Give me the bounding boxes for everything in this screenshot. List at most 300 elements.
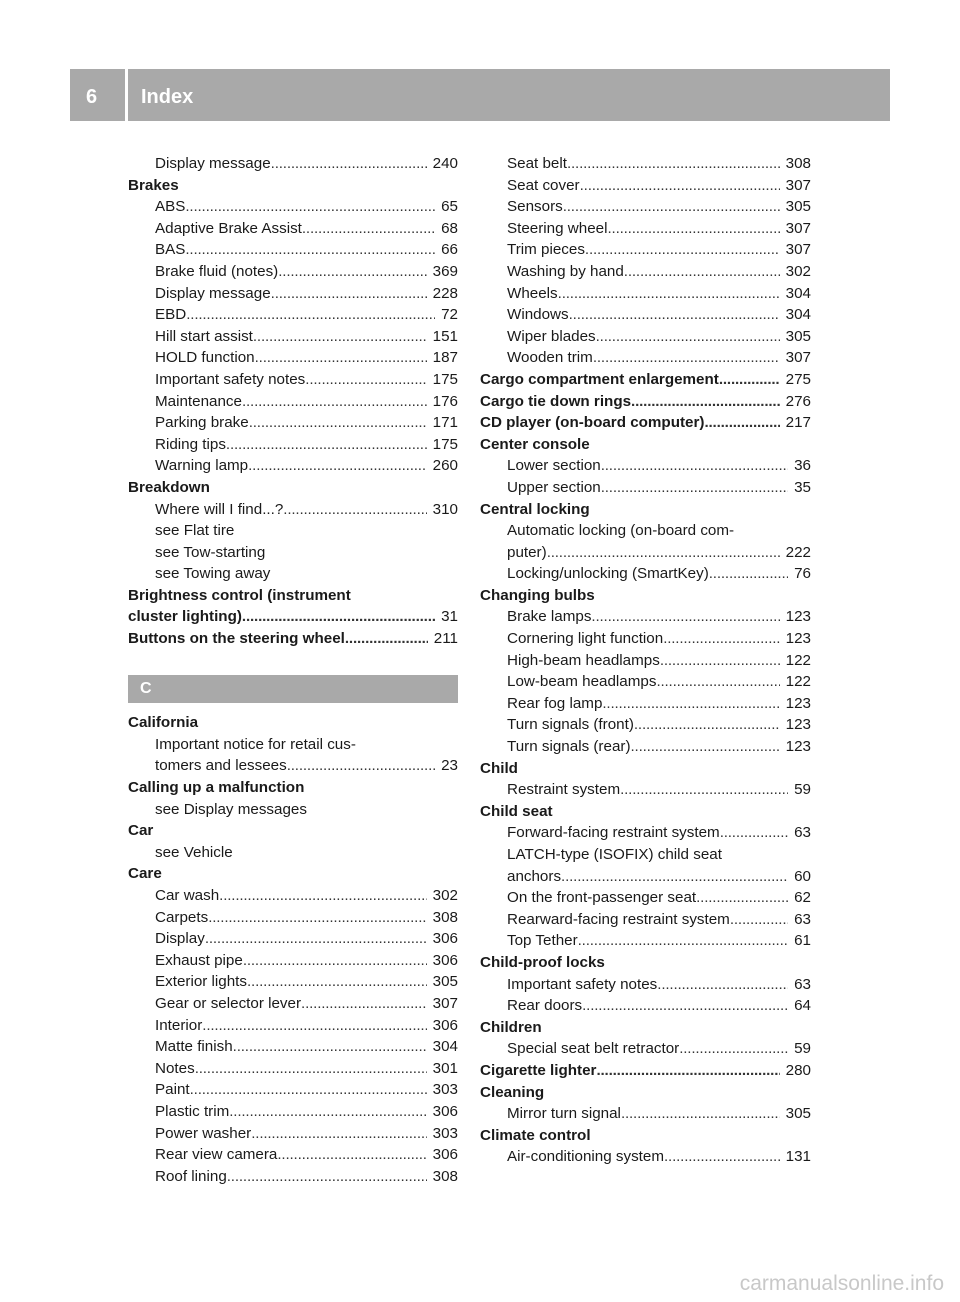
page-reference: 211 [433, 630, 458, 648]
entry-label: see Vehicle [155, 843, 233, 861]
index-subentry [480, 477, 811, 499]
index-entry [480, 1125, 811, 1147]
entry-label: Top Tether [507, 932, 578, 950]
index-subentry [480, 563, 811, 585]
dot-leader [709, 563, 788, 585]
page-reference: 123 [785, 694, 811, 712]
entry-label: Paint [155, 1081, 190, 1099]
index-subentry [480, 974, 811, 996]
index-subentry [128, 1101, 458, 1123]
page-reference: 310 [432, 500, 458, 518]
page-reference: 175 [432, 435, 458, 453]
index-subentry [128, 928, 458, 950]
page-reference: 303 [432, 1081, 458, 1099]
entry-label: Hill start assist [155, 327, 253, 345]
entry-label: Washing by hand [507, 262, 624, 280]
index-subentry [128, 1058, 458, 1080]
entry-label: Exhaust pipe [155, 951, 243, 969]
dot-leader [567, 153, 780, 175]
dot-leader [233, 1036, 427, 1058]
entry-label: Display message [155, 155, 271, 172]
index-entry [128, 628, 458, 650]
entry-label: Rear fog lamp [507, 694, 603, 712]
entry-label: puter) [507, 543, 547, 561]
dot-leader [602, 693, 779, 715]
index-subentry [128, 907, 458, 929]
index-subentry [128, 1036, 458, 1058]
index-subentry [128, 885, 458, 907]
index-subentry [480, 218, 811, 240]
page-reference: 369 [432, 262, 458, 280]
dot-leader [302, 218, 435, 240]
entry-label: EBD [155, 306, 187, 324]
index-entry [128, 863, 458, 885]
index-subentry [480, 175, 811, 197]
page-reference: 302 [785, 262, 811, 280]
index-subentry [480, 930, 811, 952]
entry-label: Cargo tie down rings [480, 392, 632, 410]
dot-leader [578, 930, 788, 952]
dot-leader [657, 974, 788, 996]
index-subentry [480, 455, 811, 477]
page-reference: 302 [432, 887, 458, 904]
page-reference: 305 [432, 973, 458, 991]
entry-label: Power washer [155, 1124, 252, 1142]
entry-label: Parking brake [155, 414, 249, 432]
page-reference: 151 [432, 327, 458, 345]
entry-label: Buttons on the steering wheel [128, 630, 345, 648]
index-subentry [480, 650, 811, 672]
page-reference: 36 [794, 457, 811, 475]
index-subentry [480, 628, 811, 650]
watermark: carmanualsonline.info [739, 1272, 944, 1295]
index-entry [480, 391, 811, 413]
entry-label: Trim pieces [507, 241, 585, 259]
page-reference: 308 [432, 908, 458, 926]
index-subentry [128, 520, 458, 542]
dot-leader [249, 412, 427, 434]
dot-leader [631, 736, 780, 758]
page-reference: 307 [785, 241, 811, 259]
index-entry [480, 499, 811, 521]
index-subentry [128, 1123, 458, 1145]
entry-label: Warning lamp [155, 457, 249, 475]
header-divider [125, 69, 128, 121]
entry-label: Roof lining [155, 1167, 227, 1185]
index-subentry [480, 887, 811, 909]
entry-label: ABS [155, 198, 186, 216]
dot-leader [255, 347, 427, 369]
index-subentry [128, 347, 458, 369]
entry-label: Turn signals (front) [507, 716, 634, 734]
index-subentry [480, 866, 811, 888]
page-reference: 123 [785, 608, 811, 626]
dot-leader [596, 1060, 779, 1082]
dot-leader [585, 239, 780, 261]
entry-label: Air-conditioning system [507, 1148, 664, 1166]
index-entry [128, 712, 458, 734]
page-reference: 305 [785, 198, 811, 216]
dot-leader [271, 153, 427, 175]
page-reference: 304 [432, 1038, 458, 1056]
index-entry [480, 585, 811, 607]
page-reference: 72 [441, 306, 458, 324]
page-reference: 308 [785, 155, 811, 172]
index-entry [480, 1060, 811, 1082]
index-subentry [128, 842, 458, 864]
entry-label: Calling up a malfunction [128, 779, 305, 797]
dot-leader [547, 542, 780, 564]
entry-label: Maintenance [155, 392, 242, 410]
index-entry [128, 606, 458, 628]
index-subentry [128, 971, 458, 993]
entry-label: Wiper blades [507, 327, 596, 345]
index-subentry [480, 542, 811, 564]
entry-label: Seat cover [507, 176, 580, 194]
dot-leader [202, 1015, 426, 1037]
dot-leader [601, 477, 788, 499]
entry-label: Important notice for retail cus- [155, 735, 356, 753]
entry-label: Sensors [507, 198, 563, 216]
entry-label: Breakdown [128, 478, 210, 496]
entry-label: Display [155, 930, 205, 948]
page-reference: 60 [794, 867, 811, 885]
page-reference: 228 [432, 284, 458, 302]
entry-label: see Tow-starting [155, 543, 266, 561]
index-subentry [128, 369, 458, 391]
page-reference: 304 [785, 306, 811, 324]
dot-leader [301, 993, 427, 1015]
dot-leader [663, 628, 779, 650]
dot-leader [730, 909, 788, 931]
page-reference: 64 [794, 997, 811, 1015]
dot-leader [253, 326, 427, 348]
entry-label: Notes [155, 1059, 195, 1077]
dot-leader [227, 1166, 427, 1188]
page-reference: 123 [785, 716, 811, 734]
index-subentry [480, 1146, 811, 1168]
entry-label: Rear view camera [155, 1146, 278, 1164]
entry-label: Forward-facing restraint system [507, 824, 720, 842]
index-subentry [480, 714, 811, 736]
entry-label: Car wash [155, 887, 220, 904]
index-subentry [128, 196, 458, 218]
entry-label: BAS [155, 241, 186, 259]
page-reference: 305 [785, 327, 811, 345]
entry-label: Special seat belt retractor [507, 1040, 680, 1058]
index-subentry [480, 693, 811, 715]
index-entry [480, 369, 811, 391]
entry-label: Adaptive Brake Assist [155, 219, 302, 237]
entry-label: Gear or selector lever [155, 994, 302, 1012]
dot-leader [185, 196, 435, 218]
dot-leader [607, 218, 779, 240]
page-reference: 63 [794, 975, 811, 993]
entry-label: Child [480, 759, 518, 777]
entry-label: Low-beam headlamps [507, 673, 657, 691]
entry-label: CD player (on-board computer) [480, 414, 705, 432]
entry-label: Central locking [480, 500, 590, 518]
dot-leader [720, 822, 788, 844]
index-subentry [480, 283, 811, 305]
page-reference: 63 [794, 910, 811, 928]
dot-leader [596, 326, 780, 348]
index-subentry [128, 455, 458, 477]
index-entry [480, 434, 811, 456]
entry-label: Cleaning [480, 1083, 545, 1101]
index-subentry [480, 909, 811, 931]
entry-label: Brightness control (instrument [128, 586, 351, 604]
entry-label: Windows [507, 306, 569, 324]
dot-leader [271, 283, 427, 305]
index-subentry [128, 391, 458, 413]
entry-label: Upper section [507, 478, 601, 496]
index-entry [480, 758, 811, 780]
entry-label: Steering wheel [507, 219, 608, 237]
dot-leader [679, 1038, 788, 1060]
entry-label: Riding tips [155, 435, 226, 453]
dot-leader [251, 1123, 426, 1145]
page-reference: 61 [794, 932, 811, 950]
entry-label: Brake fluid (notes) [155, 262, 279, 280]
index-subentry [128, 734, 458, 756]
entry-label: Brakes [128, 176, 179, 194]
page-reference: 65 [441, 198, 458, 216]
index-subentry [128, 993, 458, 1015]
page-reference: 171 [432, 414, 458, 432]
entry-label: Children [480, 1018, 542, 1036]
dot-leader [305, 369, 426, 391]
dot-leader [631, 391, 780, 413]
page-reference: 66 [441, 241, 458, 259]
page-reference: 307 [432, 994, 458, 1012]
index-subentry [480, 606, 811, 628]
index-column-right [480, 153, 811, 1168]
index-subentry [128, 499, 458, 521]
page-reference: 187 [432, 349, 458, 367]
index-subentry [128, 1166, 458, 1188]
page-reference: 308 [432, 1167, 458, 1185]
dot-leader [229, 1101, 426, 1123]
dot-leader [569, 304, 780, 326]
index-subentry [128, 261, 458, 283]
dot-leader [278, 261, 426, 283]
index-subentry [128, 412, 458, 434]
index-entry [480, 1082, 811, 1104]
dot-leader [205, 928, 427, 950]
dot-leader [243, 950, 427, 972]
page-reference: 306 [432, 951, 458, 969]
index-subentry [480, 347, 811, 369]
dot-leader [247, 971, 427, 993]
dot-leader [582, 995, 788, 1017]
index-subentry [128, 304, 458, 326]
entry-label: Important safety notes [155, 370, 306, 388]
dot-leader [190, 1079, 427, 1101]
entry-label: Plastic trim [155, 1102, 230, 1120]
index-subentry [128, 1015, 458, 1037]
dot-leader [185, 239, 435, 261]
entry-label: On the front-passenger seat [507, 889, 697, 907]
entry-label: Interior [155, 1016, 203, 1034]
dot-leader [219, 885, 427, 907]
page-reference: 305 [785, 1105, 811, 1123]
dot-leader [287, 755, 435, 777]
entry-label: High-beam headlamps [507, 651, 660, 669]
entry-label: LATCH-type (ISOFIX) child seat [507, 846, 722, 863]
page-reference: 62 [794, 889, 811, 907]
index-subentry [128, 434, 458, 456]
dot-leader [719, 369, 780, 391]
index-subentry [128, 563, 458, 585]
entry-label: Rear doors [507, 997, 583, 1015]
dot-leader [277, 1144, 426, 1166]
index-subentry [480, 1038, 811, 1060]
index-subentry [480, 995, 811, 1017]
index-entry [480, 801, 811, 823]
index-subentry [128, 153, 458, 175]
entry-label: Seat belt [507, 155, 567, 172]
index-subentry [480, 736, 811, 758]
index-subentry [480, 1103, 811, 1125]
page-reference: 63 [794, 824, 811, 842]
entry-label: Important safety notes [507, 975, 658, 993]
page-reference: 175 [432, 370, 458, 388]
index-subentry [480, 779, 811, 801]
dot-leader [558, 283, 780, 305]
page-number: 6 [86, 86, 98, 108]
index-subentry [128, 1079, 458, 1101]
dot-leader [696, 887, 788, 909]
index-subentry [128, 218, 458, 240]
entry-label: Exterior lights [155, 973, 248, 991]
page-reference: 59 [794, 781, 811, 799]
page-reference: 301 [432, 1059, 458, 1077]
entry-label: Care [128, 865, 162, 883]
page-reference: 123 [785, 738, 811, 756]
page-reference: 68 [441, 219, 458, 237]
dot-leader [664, 1146, 780, 1168]
entry-label: cluster lighting) [128, 608, 242, 626]
dot-leader [660, 650, 780, 672]
page-reference: 304 [785, 284, 811, 302]
dot-leader [624, 261, 780, 283]
dot-leader [634, 714, 780, 736]
index-entry [128, 820, 458, 842]
page-reference: 307 [785, 176, 811, 194]
index-subentry [480, 844, 811, 866]
entry-label: Matte finish [155, 1038, 233, 1056]
page-reference: 275 [785, 370, 811, 388]
index-column-left [128, 153, 458, 1187]
entry-label: Child-proof locks [480, 953, 605, 971]
dot-leader [195, 1058, 427, 1080]
entry-label: Brake lamps [507, 608, 592, 626]
section-spacer [128, 650, 458, 672]
entry-label: see Flat tire [155, 522, 235, 540]
index-subentry [480, 261, 811, 283]
dot-leader [621, 1103, 780, 1125]
entry-label: Changing bulbs [480, 586, 595, 604]
page-reference: 76 [794, 565, 811, 583]
page-reference: 280 [785, 1061, 811, 1079]
entry-label: Lower section [507, 457, 601, 475]
entry-label: Cornering light function [507, 630, 664, 648]
entry-label: Mirror turn signal [507, 1105, 621, 1123]
dot-leader [563, 196, 780, 218]
index-entry [480, 412, 811, 434]
entry-label: Car [128, 822, 154, 840]
index-subentry [128, 326, 458, 348]
index-subentry [480, 326, 811, 348]
page-reference: 306 [432, 1102, 458, 1120]
index-subentry [480, 239, 811, 261]
entry-label: Where will I find...? [155, 500, 284, 518]
entry-label: HOLD function [155, 349, 255, 367]
dot-leader [242, 391, 427, 413]
page-reference: 307 [785, 219, 811, 237]
dot-leader [591, 606, 779, 628]
page-reference: 122 [785, 651, 811, 669]
entry-label: Automatic locking (on-board com- [507, 522, 735, 540]
entry-label: Locking/unlocking (SmartKey) [507, 565, 709, 583]
dot-leader [601, 455, 788, 477]
dot-leader [656, 671, 779, 693]
index-entry [480, 1017, 811, 1039]
dot-leader [580, 175, 780, 197]
page-reference: 59 [794, 1040, 811, 1058]
index-subentry [128, 542, 458, 564]
page-reference: 306 [432, 1016, 458, 1034]
index-subentry [480, 304, 811, 326]
dot-leader [620, 779, 788, 801]
page-reference: 240 [432, 155, 458, 172]
index-subentry [480, 671, 811, 693]
index-subentry [128, 950, 458, 972]
dot-leader [704, 412, 779, 434]
dot-leader [208, 907, 426, 929]
entry-label: anchors [507, 867, 562, 885]
entry-label: see Display messages [155, 800, 307, 818]
entry-label: Climate control [480, 1126, 591, 1144]
dot-leader [226, 434, 427, 456]
page-reference: 31 [441, 608, 458, 626]
entry-label: Carpets [155, 908, 209, 926]
entry-label: California [128, 714, 199, 732]
entry-label: see Towing away [155, 565, 271, 583]
entry-label: Restraint system [507, 781, 621, 799]
index-subentry [480, 196, 811, 218]
page-reference: 176 [432, 392, 458, 410]
index-entry [128, 585, 458, 607]
dot-leader [593, 347, 780, 369]
page-reference: 306 [432, 1146, 458, 1164]
index-entry [128, 777, 458, 799]
entry-label: Wooden trim [507, 349, 593, 367]
entry-label: Center console [480, 435, 590, 453]
index-subentry [128, 799, 458, 821]
index-entry [128, 175, 458, 197]
index-entry [480, 952, 811, 974]
dot-leader [248, 455, 427, 477]
dot-leader [345, 628, 428, 650]
page-reference: 23 [441, 757, 458, 775]
entry-label: Rearward-facing restraint system [507, 910, 730, 928]
page-reference: 217 [785, 414, 811, 432]
page-reference: 307 [785, 349, 811, 367]
page-reference: 260 [432, 457, 458, 475]
entry-label: Wheels [507, 284, 558, 302]
